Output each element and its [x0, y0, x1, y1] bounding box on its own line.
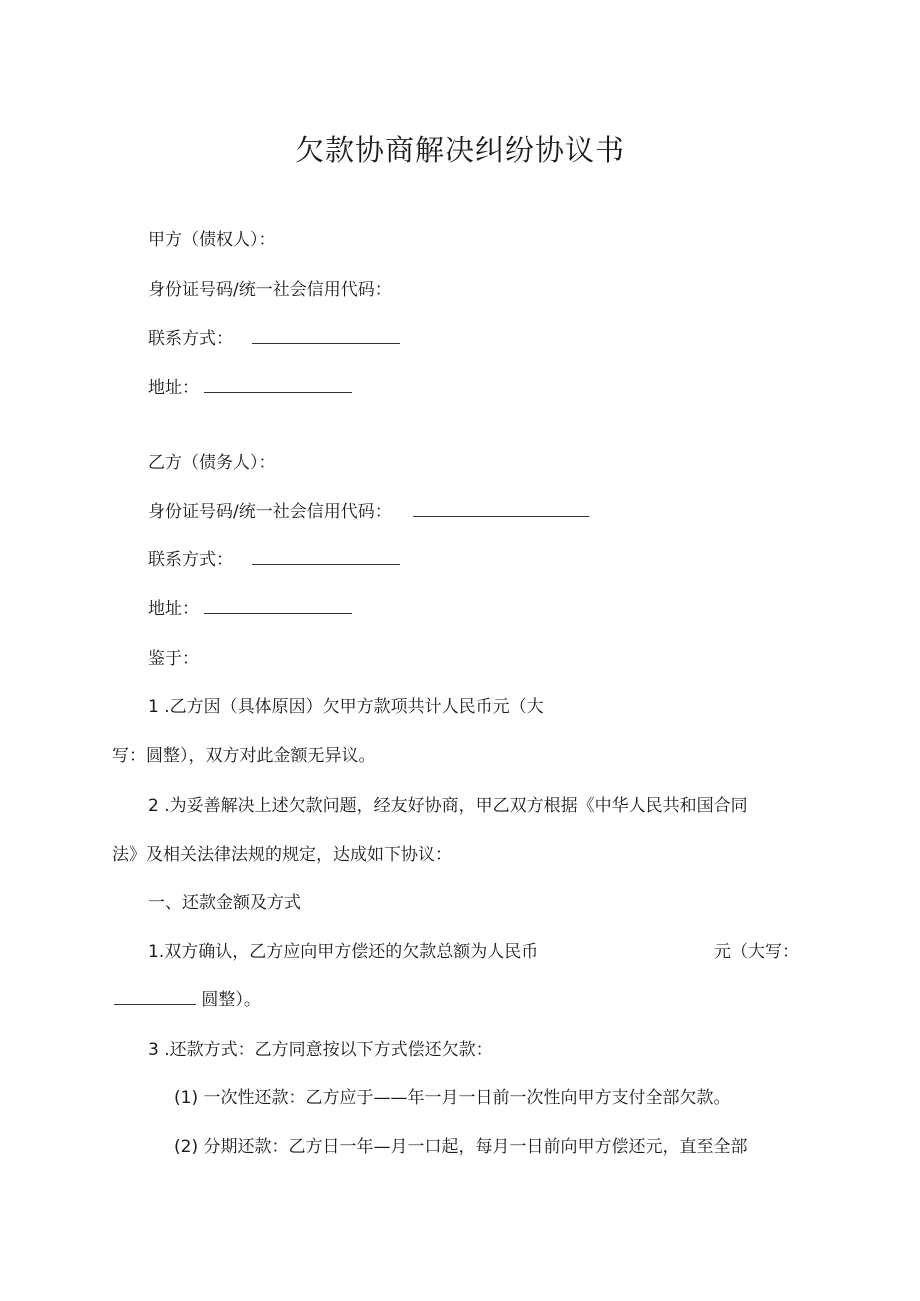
party-b-heading: 乙方（债务人）：: [148, 453, 276, 473]
party-a-id-label: 身份证号码/统一社会信用代码：: [148, 280, 392, 300]
party-a-address-row: [148, 376, 352, 400]
document-title: 欠款协商解决纠纷协议书: [294, 133, 625, 167]
party-b-id-blank: [413, 500, 589, 517]
party-b-id-label: 身份证号码/统一社会信用代码：: [148, 502, 392, 522]
section1-clause3: 3 .还款方式：乙方同意按以下方式偿还欠款：: [148, 1040, 493, 1060]
party-b-contact-label: 联系方式：: [148, 550, 233, 570]
party-a-address-label: 地址：: [148, 378, 199, 398]
whereas-item2-line2: 法》及相关法律法规的规定，达成如下协议：: [112, 845, 452, 865]
party-b-id-row: [148, 500, 589, 524]
party-b-contact-blank: [252, 548, 400, 565]
party-a-contact-blank: [252, 327, 400, 344]
section1-clause1-part1: 1.双方确认，乙方应向甲方偿还的欠款总额为人民币: [148, 942, 539, 962]
party-a-contact-row: [148, 327, 400, 351]
whereas-item1-line1: 1 .乙方因（具体原因）欠甲方款项共计人民币元（大: [148, 697, 544, 717]
section1-option2: (2) 分期还款：乙方日一年—月一口起，每月一日前向甲方偿还元，直至全部: [174, 1137, 748, 1157]
party-a-heading: 甲方（债权人）：: [148, 230, 276, 250]
whereas-item1-line2: 写：圆整），双方对此金额无异议。: [112, 746, 376, 766]
capital-amount-blank: [114, 988, 196, 1005]
section1-clause1-part2: 元（大写：: [714, 942, 799, 962]
section1-clause1-line2: 圆整）。: [201, 990, 261, 1010]
section1-heading: 一、还款金额及方式: [148, 893, 301, 913]
party-b-address-label: 地址：: [148, 599, 199, 619]
party-b-contact-row: [148, 548, 400, 572]
party-b-address-row: [148, 597, 352, 621]
party-b-address-blank: [204, 597, 352, 614]
whereas-label: 鉴于：: [148, 649, 199, 669]
section1-clause1-line2-row: [114, 988, 261, 1012]
party-a-contact-label: 联系方式：: [148, 329, 233, 349]
party-a-address-blank: [204, 376, 352, 393]
section1-option1: (1) 一次性还款：乙方应于——年一月一日前一次性向甲方支付全部欠款。: [174, 1088, 731, 1108]
whereas-item2-line1: 2 .为妥善解决上述欠款问题，经友好协商，甲乙双方根据《中华人民共和国合同: [148, 796, 748, 816]
